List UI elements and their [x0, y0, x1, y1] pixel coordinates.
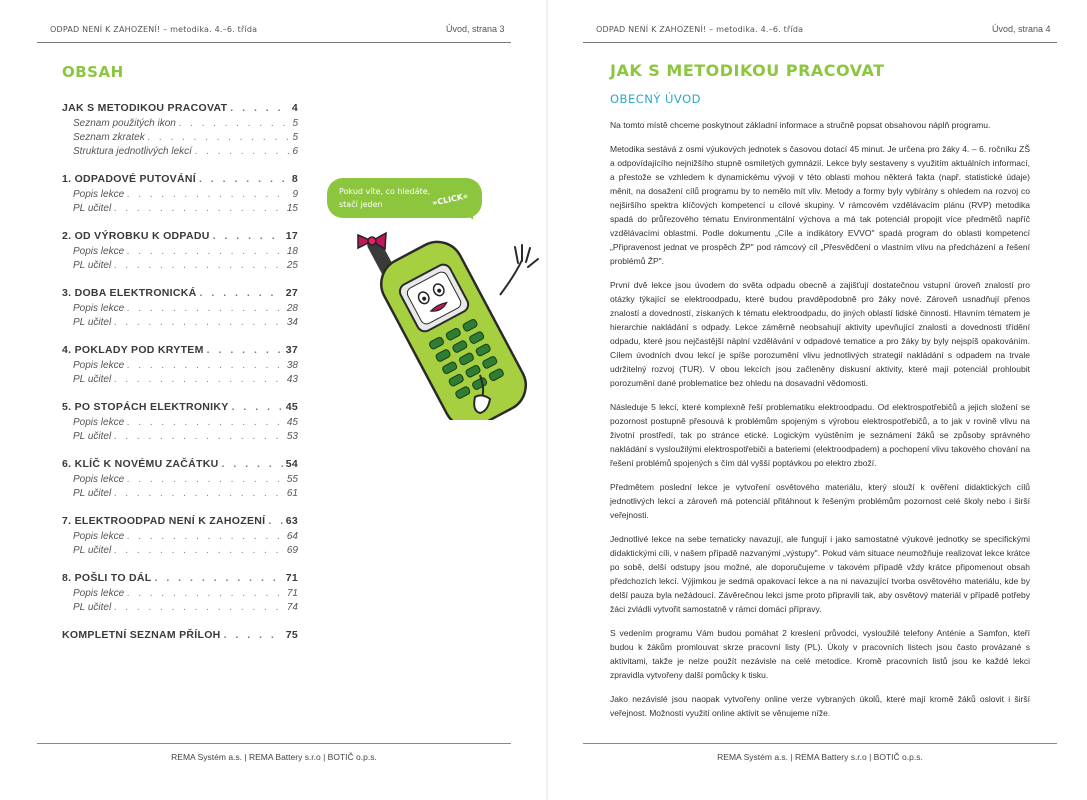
toc-subentry[interactable] [62, 202, 298, 216]
toc-subentry-label: Seznam použitých ikon [73, 118, 176, 129]
toc-subentry[interactable] [62, 117, 298, 131]
toc-section [62, 228, 298, 273]
toc-subentry-label: Popis lekce [73, 531, 125, 542]
toc-entry-label: 5. PO STOPÁCH ELEKTRONIKY [62, 401, 229, 413]
toc-subentry[interactable] [62, 188, 298, 202]
phone-mascot-icon [350, 215, 550, 420]
toc-subentry-label: Popis lekce [73, 246, 125, 257]
body-paragraph: Následuje 5 lekcí, které komplexně řeší problematiku elektroodpadu. Od elektrospotřebičů a jejich složení se pozornost postupně přesouvá k problémům spojeným s výrobou elektrospotřebičů, a to jak v rovině vlivu na životní prostředí, tak po stránce etické. Logickým vyústěním je seznámení žáků se způsoby správného nakládání s vysloužilými elektrospotřebiči a bateriemi (elektroodpadem) a pochopení vlivu takového chování na řešení problémů spojených s čím dál vyšší poptávkou po elektro zboží. [610, 402, 1030, 468]
header-divider-right [583, 42, 1057, 43]
toc-subentry[interactable] [62, 145, 298, 159]
toc-subentry-label: PL učitel [73, 488, 112, 499]
toc-subentry[interactable] [62, 131, 298, 145]
toc-leader [114, 373, 284, 387]
toc-entry[interactable] [62, 456, 298, 473]
body-paragraph: Jednotlivé lekce na sebe tematicky navazují, ale fungují i jako samostatné výukové jednotky se specifickými didaktickými cíli, v našem případě nazvanými „výstupy". Pokud vám situace neumožňuje realizovat lekce krátce po sobě, delší odstupy jsou možné, ale doporučujeme v takovém případě vždy krátce připomenout obsah předchozích lekcí. Výjimkou je sedmá opakovací lekce a na ni navazující tvorba osvětového materiálu, kde by delší pauza byla nežádoucí. Závěrečnou lekci jsme proto připravili tak, aby osvětový materiál v případě potřeby žáci zvládli vytvořit samostatně v rámci domácí přípravy. [610, 534, 1030, 614]
toc-subentry-label: PL učitel [73, 545, 112, 556]
toc-subentry-page: 15 [286, 203, 298, 214]
toc-entry-label: 2. OD VÝROBKU K ODPADU [62, 230, 210, 242]
toc-subentry-page: 25 [286, 260, 298, 271]
toc-subentry-page: 5 [292, 132, 298, 143]
toc-subentry-page: 71 [286, 588, 298, 599]
toc-entry-page: 45 [285, 401, 298, 413]
toc-subentry-page: 6 [292, 146, 298, 157]
toc-leader [127, 473, 284, 487]
toc-section [62, 627, 298, 644]
toc-leader [127, 302, 284, 316]
toc-subentry[interactable] [62, 544, 298, 558]
header-page-number-right: Úvod, strana 4 [992, 24, 1051, 34]
toc-section [62, 456, 298, 501]
toc-entry[interactable] [62, 570, 298, 587]
toc-leader [114, 487, 284, 501]
toc-entry-label: 3. DOBA ELEKTRONICKÁ [62, 287, 197, 299]
toc-subentry[interactable] [62, 316, 298, 330]
toc-subentry[interactable] [62, 359, 298, 373]
body-text [610, 118, 1030, 730]
toc-entry[interactable] [62, 100, 298, 117]
toc-leader [127, 587, 284, 601]
toc-subentry[interactable] [62, 487, 298, 501]
toc-subentry-label: PL učitel [73, 260, 112, 271]
toc-leader [148, 131, 290, 145]
table-of-contents [62, 100, 298, 656]
footer-divider [37, 743, 511, 744]
toc-section [62, 342, 298, 387]
toc-section [62, 171, 298, 216]
toc-leader [222, 456, 283, 473]
toc-subentry-page: 5 [292, 118, 298, 129]
speech-bubble [327, 178, 482, 218]
header-series-right: ODPAD NENÍ K ZAHOZENÍ! – metodika. 4.–6. třída [596, 25, 804, 34]
bubble-text-line2: stačí jeden [339, 200, 383, 209]
toc-leader [213, 228, 283, 245]
toc-leader [114, 601, 284, 615]
toc-subentry-page: 64 [286, 531, 298, 542]
body-paragraph: První dvě lekce jsou úvodem do světa odpadu obecně a zajišťují dostatečnou vstupní úroveň znalostí pro otázky týkající se elektroodpadu, které budou pravděpodobně pro žáky nové. Zároveň usnadňují přenos znalostí a dovedností, získaných k tématu elektroodpadu, do jiných oblastí lidské činnosti. Hlavním tématem je hierarchie nakládání s odpady. Lekce záměrně neobsahují aktivity upevňující znalosti a dovednosti třídění odpadu, které jsou nejčastější náplní vzdělávání v odpadové tematice a pro žáky by byly nejspíš opakováním. Cílem úvodních dvou lekcí je spíše porozumění vlivu jednotlivých strategií nakládání s odpadem na trvale udržitelný rozvoj (TUR). V obou lekcích jsou začleněny diskusní aktivity, které mají potenciál prohloubit porozumění dané problematice bez ohledu na dosavadní vědomosti. [610, 280, 1030, 388]
toc-leader [195, 145, 289, 159]
toc-entry-page: 8 [291, 173, 298, 185]
toc-leader [114, 430, 284, 444]
toc-subentry-label: Struktura jednotlivých lekcí [73, 146, 192, 157]
toc-subentry-page: 38 [286, 360, 298, 371]
body-paragraph: Na tomto místě chceme poskytnout základní informace a stručně popsat obsahovou náplň programu. [610, 120, 991, 130]
toc-section [62, 513, 298, 558]
toc-subentry[interactable] [62, 430, 298, 444]
toc-leader [114, 259, 284, 273]
toc-subentry-label: Popis lekce [73, 417, 125, 428]
toc-leader [207, 342, 283, 359]
toc-entry-page: 37 [285, 344, 298, 356]
toc-leader [127, 359, 284, 373]
toc-entry-label: 7. ELEKTROODPAD NENÍ K ZAHOZENÍ [62, 515, 266, 527]
toc-entry-page: 4 [291, 102, 298, 114]
toc-entry-page: 27 [285, 287, 298, 299]
page-footer: REMA Systém a.s. | REMA Battery s.r.o | BOTIČ o.p.s. [171, 752, 377, 762]
header-series: ODPAD NENÍ K ZAHOZENÍ! – metodika. 4.–6. třída [50, 25, 258, 34]
toc-subentry-page: 61 [286, 488, 298, 499]
toc-subentry-label: Popis lekce [73, 588, 125, 599]
toc-entry-label: 6. KLÍČ K NOVÉMU ZAČÁTKU [62, 458, 219, 470]
toc-subentry-label: PL učitel [73, 602, 112, 613]
toc-subentry-label: PL učitel [73, 317, 112, 328]
toc-leader [268, 513, 282, 530]
page-title: OBSAH [62, 63, 124, 81]
bubble-click-label: »CLICK« [431, 191, 469, 208]
toc-entry-page: 71 [285, 572, 298, 584]
toc-leader [232, 399, 283, 416]
toc-entry-label: JAK S METODIKOU PRACOVAT [62, 102, 228, 114]
toc-subentry-page: 28 [286, 303, 298, 314]
toc-leader [199, 171, 289, 188]
toc-subentry-label: Popis lekce [73, 360, 125, 371]
toc-leader [127, 416, 284, 430]
toc-entry-page: 63 [285, 515, 298, 527]
body-paragraph: S vedením programu Vám budou pomáhat 2 kreslení průvodci, vysloužilé telefony Anténie a Samfon, kteří budou k žákům promlouvat skrze pracovní listy (PL). Úkoly v pracovních listech jsou často provázané s aktivitami, takže je nelze použít nezávisle na celé metodice. Kromě pracovních listů jsou ke každé lekci zpravidla vytvořeny další pomůcky k tisku. [610, 628, 1030, 680]
toc-subentry-label: Seznam zkratek [73, 132, 145, 143]
toc-subentry-page: 74 [286, 602, 298, 613]
toc-entry-page: 17 [285, 230, 298, 242]
toc-entry-label: 8. POŠLI TO DÁL [62, 572, 152, 584]
toc-entry[interactable] [62, 342, 298, 359]
page-footer-right: REMA Systém a.s. | REMA Battery s.r.o | BOTIČ o.p.s. [717, 752, 923, 762]
toc-leader [114, 202, 284, 216]
toc-subentry-page: 43 [286, 374, 298, 385]
toc-section [62, 100, 298, 159]
toc-entry[interactable] [62, 399, 298, 416]
toc-entry[interactable] [62, 627, 298, 644]
section-title: JAK S METODIKOU PRACOVAT [610, 61, 885, 80]
toc-subentry[interactable] [62, 601, 298, 615]
toc-subentry[interactable] [62, 373, 298, 387]
toc-subentry-page: 9 [292, 189, 298, 200]
header-page-number: Úvod, strana 3 [446, 24, 505, 34]
toc-entry-page: 54 [285, 458, 298, 470]
toc-subentry-label: Popis lekce [73, 303, 125, 314]
bubble-text-line1: Pokud víte, co hledáte, [339, 187, 431, 196]
toc-leader [224, 627, 283, 644]
toc-entry-label: 4. POKLADY POD KRYTEM [62, 344, 204, 356]
toc-subentry-page: 34 [286, 317, 298, 328]
toc-leader [114, 544, 284, 558]
body-paragraph: Metodika sestává z osmi výukových jednotek s časovou dotací 45 minut. Je určena pro žáky 4. – 6. ročníku ZŠ a odpovídajícího nejnižšího stupně osmiletých gymnázií. Lekce byly sestaveny s využitím aktuálních informací, a přestože se vzhledem k dynamickému vývoji v této oblasti mohou některá fakta (např. statistické údaje) měnit, na dosažení cílů programu by to nemělo mít vliv. Metody a formy byly vybírány s ohledem na rozvoj co nejširšího spektra klíčových kompetencí u cílové skupiny. V rámcovém vzdělávacím plánu (RVP) metodika spadá do průřezového tématu Environmentální výchova a má tak potenciál propojit více předmětů napříč vzdělávacími oblastmi. Podle dokumentu „Cíle a indikátory EVVO" spadá program do oblasti kompetencí „Připravenost jednat ve prospěch ŽP" pod rámcový cíl „Přesvědčení o vlastním vlivu na předcházení a řešení problémů ŽP". [610, 144, 1030, 266]
toc-section [62, 285, 298, 330]
toc-leader [230, 100, 289, 117]
toc-leader [154, 570, 282, 587]
toc-entry-label: KOMPLETNÍ SEZNAM PŘÍLOH [62, 629, 221, 641]
toc-subentry[interactable] [62, 416, 298, 430]
toc-leader [114, 316, 284, 330]
footer-divider-right [583, 743, 1057, 744]
toc-subentry-page: 45 [286, 417, 298, 428]
toc-section [62, 570, 298, 615]
toc-leader [127, 188, 289, 202]
toc-leader [200, 285, 283, 302]
toc-subentry[interactable] [62, 587, 298, 601]
toc-subentry-page: 55 [286, 474, 298, 485]
toc-entry[interactable] [62, 171, 298, 188]
body-paragraph: Předmětem poslední lekce je vytvoření osvětového materiálu, který slouží k ověření didaktických cílů jednotlivých lekcí a zároveň má potenciál přitáhnout k řešeným problémům pozornost celé školy nebo i širší veřejnosti. [610, 482, 1030, 520]
toc-entry-page: 75 [285, 629, 298, 641]
toc-entry[interactable] [62, 513, 298, 530]
toc-subentry-label: Popis lekce [73, 474, 125, 485]
toc-subentry-label: Popis lekce [73, 189, 125, 200]
toc-entry[interactable] [62, 285, 298, 302]
toc-leader [127, 245, 284, 259]
toc-leader [127, 530, 284, 544]
toc-subentry-page: 53 [286, 431, 298, 442]
header-divider [37, 42, 511, 43]
toc-subentry-page: 18 [286, 246, 298, 257]
toc-subentry[interactable] [62, 259, 298, 273]
toc-subentry-page: 69 [286, 545, 298, 556]
toc-entry-label: 1. ODPADOVÉ PUTOVÁNÍ [62, 173, 196, 185]
toc-subentry-label: PL učitel [73, 374, 112, 385]
toc-subentry[interactable] [62, 473, 298, 487]
body-paragraph: Jako nezávislé jsou naopak vytvořeny online verze vybraných úkolů, které mají kromě žáků oslovit i širší veřejnost. Možnosti využití online aktivit se věnujeme níže. [610, 694, 1030, 718]
toc-entry[interactable] [62, 228, 298, 245]
toc-section [62, 399, 298, 444]
toc-subentry-label: PL učitel [73, 203, 112, 214]
toc-leader [179, 117, 290, 131]
toc-subentry[interactable] [62, 245, 298, 259]
toc-subentry[interactable] [62, 530, 298, 544]
toc-subentry-label: PL učitel [73, 431, 112, 442]
toc-subentry[interactable] [62, 302, 298, 316]
section-subtitle: OBECNÝ ÚVOD [610, 92, 702, 106]
